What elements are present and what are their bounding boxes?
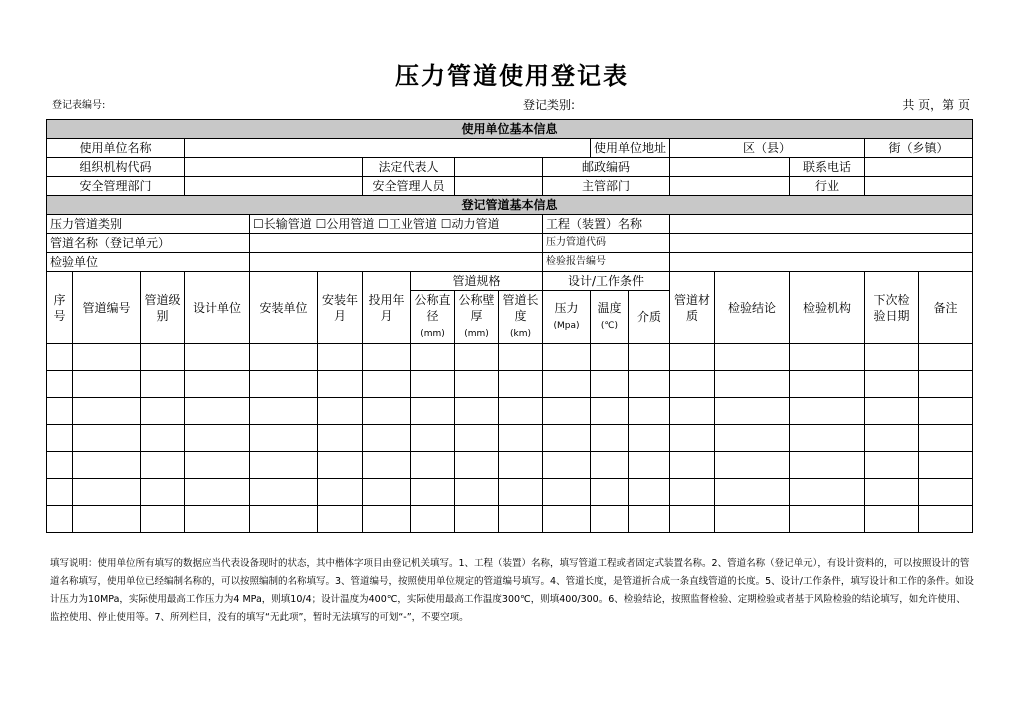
- table-cell[interactable]: [185, 398, 250, 425]
- section-pipe-info-title: 登记管道基本信息: [47, 196, 973, 215]
- table-cell[interactable]: [499, 506, 543, 533]
- table-cell[interactable]: [185, 479, 250, 506]
- table-cell[interactable]: [250, 425, 318, 452]
- table-cell[interactable]: [543, 398, 591, 425]
- col-pressure-unit: (Mpa): [553, 321, 580, 331]
- col-remark: 备注: [919, 272, 973, 344]
- section-user-info-title: 使用单位基本信息: [47, 120, 973, 139]
- legal-rep-field[interactable]: [455, 158, 543, 177]
- col-install-unit: 安装单位: [250, 272, 318, 344]
- table-cell[interactable]: [411, 479, 455, 506]
- table-cell[interactable]: [865, 371, 919, 398]
- table-cell[interactable]: [455, 344, 499, 371]
- table-cell[interactable]: [919, 371, 973, 398]
- col-diameter-label: 公称直径: [414, 293, 451, 323]
- table-cell[interactable]: [543, 506, 591, 533]
- safety-officer-label: 安全管理人员: [363, 177, 455, 196]
- table-cell[interactable]: [250, 371, 318, 398]
- table-cell[interactable]: [865, 398, 919, 425]
- table-cell[interactable]: [141, 425, 185, 452]
- table-cell[interactable]: [47, 506, 73, 533]
- table-cell[interactable]: [363, 452, 411, 479]
- table-cell[interactable]: [318, 344, 363, 371]
- org-code-field[interactable]: [185, 158, 363, 177]
- table-cell[interactable]: [629, 344, 670, 371]
- table-cell[interactable]: [455, 506, 499, 533]
- col-conclusion: 检验结论: [715, 272, 790, 344]
- col-material: 管道材质: [670, 272, 715, 344]
- user-name-label: 使用单位名称: [47, 139, 185, 158]
- table-cell[interactable]: [591, 371, 629, 398]
- legal-rep-label: 法定代表人: [363, 158, 455, 177]
- table-cell[interactable]: [670, 452, 715, 479]
- table-cell[interactable]: [47, 398, 73, 425]
- postcode-label: 邮政编码: [543, 158, 670, 177]
- table-cell[interactable]: [73, 344, 141, 371]
- data-rows: [47, 344, 973, 533]
- table-cell[interactable]: [47, 371, 73, 398]
- col-length-label: 管道长度: [502, 293, 539, 323]
- phone-field[interactable]: [865, 158, 973, 177]
- table-cell[interactable]: [141, 398, 185, 425]
- table-cell[interactable]: [185, 506, 250, 533]
- table-cell[interactable]: [185, 371, 250, 398]
- table-cell[interactable]: [73, 425, 141, 452]
- table-cell[interactable]: [250, 452, 318, 479]
- registration-no-label: 登记表编号:: [52, 100, 106, 111]
- table-cell[interactable]: [629, 398, 670, 425]
- page-info: 共 页，第 页: [902, 98, 970, 112]
- col-pressure: [543, 291, 591, 344]
- table-cell[interactable]: [318, 479, 363, 506]
- table-cell[interactable]: [411, 452, 455, 479]
- table-cell[interactable]: [47, 344, 73, 371]
- table-cell[interactable]: [670, 425, 715, 452]
- table-cell[interactable]: [543, 452, 591, 479]
- table-cell[interactable]: [919, 425, 973, 452]
- table-cell[interactable]: [543, 371, 591, 398]
- table-cell[interactable]: [715, 506, 790, 533]
- table-cell[interactable]: [73, 479, 141, 506]
- table-row: [47, 398, 973, 425]
- table-cell[interactable]: [865, 425, 919, 452]
- table-cell[interactable]: [47, 452, 73, 479]
- phone-label: 联系电话: [790, 158, 865, 177]
- table-cell[interactable]: [455, 452, 499, 479]
- pipe-category-options[interactable]: ☐长输管道 ☐公用管道 ☐工业管道 ☐动力管道: [250, 215, 543, 234]
- table-cell[interactable]: [250, 344, 318, 371]
- table-cell[interactable]: [499, 452, 543, 479]
- col-conditions: 设计/工作条件: [543, 272, 670, 291]
- col-install-date: 安装年月: [318, 272, 363, 344]
- table-cell[interactable]: [185, 425, 250, 452]
- table-cell[interactable]: [790, 425, 865, 452]
- table-cell[interactable]: [629, 425, 670, 452]
- table-cell[interactable]: [591, 398, 629, 425]
- district-label: 区（县）: [670, 139, 865, 158]
- safety-dept-label: 安全管理部门: [47, 177, 185, 196]
- col-use-date: 投用年月: [363, 272, 411, 344]
- user-name-field[interactable]: [185, 139, 591, 158]
- table-cell[interactable]: [363, 344, 411, 371]
- table-cell[interactable]: [73, 506, 141, 533]
- form-table: [46, 119, 973, 533]
- table-cell[interactable]: [919, 479, 973, 506]
- inspection-unit-field[interactable]: [250, 253, 543, 272]
- table-cell[interactable]: [670, 398, 715, 425]
- col-temperature: [591, 291, 629, 344]
- table-cell[interactable]: [455, 371, 499, 398]
- table-cell[interactable]: [250, 506, 318, 533]
- table-cell[interactable]: [47, 425, 73, 452]
- table-cell[interactable]: [411, 398, 455, 425]
- table-cell[interactable]: [715, 479, 790, 506]
- table-cell[interactable]: [185, 452, 250, 479]
- table-cell[interactable]: [363, 479, 411, 506]
- col-pressure-label: 压力: [554, 301, 579, 315]
- col-diameter: [411, 291, 455, 344]
- col-length: [499, 291, 543, 344]
- col-thickness-unit: (mm): [464, 329, 489, 339]
- col-pipe-no: 管道编号: [73, 272, 141, 344]
- col-seq: 序号: [47, 272, 73, 344]
- user-address-label: 使用单位地址: [591, 139, 670, 158]
- table-cell[interactable]: [715, 371, 790, 398]
- table-cell[interactable]: [715, 452, 790, 479]
- table-cell[interactable]: [363, 506, 411, 533]
- table-cell[interactable]: [670, 479, 715, 506]
- industry-field[interactable]: [865, 177, 973, 196]
- safety-officer-field[interactable]: [455, 177, 543, 196]
- table-cell[interactable]: [591, 425, 629, 452]
- street-label: 街（乡镇）: [865, 139, 973, 158]
- table-cell[interactable]: [455, 425, 499, 452]
- table-cell[interactable]: [790, 371, 865, 398]
- table-cell[interactable]: [455, 398, 499, 425]
- inspection-unit-label: 检验单位: [47, 253, 250, 272]
- table-cell[interactable]: [250, 398, 318, 425]
- table-cell[interactable]: [670, 371, 715, 398]
- table-row: [47, 371, 973, 398]
- col-design-unit: 设计单位: [185, 272, 250, 344]
- pipe-category-label: 压力管道类别: [47, 215, 250, 234]
- fill-instructions: 填写说明：使用单位所有填写的数据应当代表设备现时的状态，其中楷体字项目由登记机关填写。1、工程（装置）名称，填写管道工程或者固定式装置名称。2、管道名称（登记单元），有设计资料的，可以按照设计的管道名称填写，使用单位已经编制名称的，可以按照编制的名称填写。3、管道编号，按照使用单位规定的管道编号填写。4、管道长度，是管道折合成一条直线管道的长度。5、设计/工作条件，填写设计和工作的条件。如设计压力为10MPa，实际使用最高工作压力为4 MPa，则填10/4；设计温度为400℃，实际使用最高工作温度300℃，则填400/300。6、检验结论，按照监督检验、定期检验或者基于风险检验的结论填写，如允许使用、监控使用、停止使用等。7、所列栏目，没有的填写“无此项”，暂时无法填写的可划“-”，不要空项。: [50, 558, 974, 623]
- col-temperature-unit: (℃): [600, 321, 619, 331]
- col-agency: 检验机构: [790, 272, 865, 344]
- table-row: [47, 425, 973, 452]
- pipe-name-field[interactable]: [250, 234, 543, 253]
- table-cell[interactable]: [185, 344, 250, 371]
- table-cell[interactable]: [865, 452, 919, 479]
- table-cell[interactable]: [543, 425, 591, 452]
- table-cell[interactable]: [141, 452, 185, 479]
- table-cell[interactable]: [318, 425, 363, 452]
- col-next-date: 下次检验日期: [865, 272, 919, 344]
- table-cell[interactable]: [790, 344, 865, 371]
- table-cell[interactable]: [499, 479, 543, 506]
- table-cell[interactable]: [73, 452, 141, 479]
- safety-dept-field[interactable]: [185, 177, 363, 196]
- table-cell[interactable]: [318, 452, 363, 479]
- table-cell[interactable]: [318, 398, 363, 425]
- authority-label: 主管部门: [543, 177, 670, 196]
- table-cell[interactable]: [73, 398, 141, 425]
- table-cell[interactable]: [865, 479, 919, 506]
- org-code-label: 组织机构代码: [47, 158, 185, 177]
- table-cell[interactable]: [919, 452, 973, 479]
- authority-field[interactable]: [670, 177, 790, 196]
- table-row: [47, 344, 973, 371]
- table-cell[interactable]: [629, 452, 670, 479]
- table-cell[interactable]: [141, 506, 185, 533]
- table-cell[interactable]: [715, 398, 790, 425]
- table-cell[interactable]: [629, 371, 670, 398]
- table-cell[interactable]: [629, 479, 670, 506]
- table-cell[interactable]: [250, 479, 318, 506]
- report-no-label: 检验报告编号: [543, 253, 670, 272]
- table-cell[interactable]: [715, 425, 790, 452]
- table-cell[interactable]: [543, 344, 591, 371]
- col-temperature-label: 温度: [597, 301, 622, 315]
- table-cell[interactable]: [73, 371, 141, 398]
- pipe-code-field[interactable]: [670, 234, 973, 253]
- table-cell[interactable]: [591, 452, 629, 479]
- col-diameter-unit: (mm): [420, 329, 445, 339]
- table-cell[interactable]: [790, 398, 865, 425]
- table-cell[interactable]: [865, 344, 919, 371]
- col-medium: 介质: [629, 291, 670, 344]
- table-row: [47, 506, 973, 533]
- pipe-code-label: 压力管道代码: [543, 234, 670, 253]
- table-cell[interactable]: [141, 479, 185, 506]
- table-cell[interactable]: [790, 479, 865, 506]
- table-cell[interactable]: [499, 371, 543, 398]
- table-cell[interactable]: [919, 398, 973, 425]
- project-name-label: 工程（装置）名称: [543, 215, 670, 234]
- table-cell[interactable]: [499, 425, 543, 452]
- table-cell[interactable]: [411, 344, 455, 371]
- table-cell[interactable]: [455, 479, 499, 506]
- report-no-field[interactable]: [670, 253, 973, 272]
- project-name-field[interactable]: [670, 215, 973, 234]
- table-cell[interactable]: [363, 425, 411, 452]
- table-cell[interactable]: [865, 506, 919, 533]
- table-cell[interactable]: [47, 479, 73, 506]
- table-cell[interactable]: [591, 479, 629, 506]
- table-cell[interactable]: [591, 506, 629, 533]
- table-cell[interactable]: [919, 506, 973, 533]
- table-cell[interactable]: [363, 371, 411, 398]
- col-thickness: [455, 291, 499, 344]
- col-length-unit: (km): [509, 329, 531, 339]
- table-row: [47, 479, 973, 506]
- table-row: [47, 452, 973, 479]
- pipe-name-label: 管道名称（登记单元）: [47, 234, 250, 253]
- postcode-field[interactable]: [670, 158, 790, 177]
- table-cell[interactable]: [919, 344, 973, 371]
- table-cell[interactable]: [499, 398, 543, 425]
- table-cell[interactable]: [411, 371, 455, 398]
- table-cell[interactable]: [670, 344, 715, 371]
- table-cell[interactable]: [318, 506, 363, 533]
- table-cell[interactable]: [363, 398, 411, 425]
- table-cell[interactable]: [591, 344, 629, 371]
- table-cell[interactable]: [670, 506, 715, 533]
- table-cell[interactable]: [543, 479, 591, 506]
- col-thickness-label: 公称壁厚: [458, 293, 495, 323]
- col-pipe-grade: 管道级别: [141, 272, 185, 344]
- table-cell[interactable]: [790, 452, 865, 479]
- table-cell[interactable]: [411, 506, 455, 533]
- table-cell[interactable]: [499, 344, 543, 371]
- table-cell[interactable]: [141, 344, 185, 371]
- table-cell[interactable]: [141, 371, 185, 398]
- registration-type-label: 登记类别:: [523, 98, 576, 112]
- col-spec: 管道规格: [411, 272, 543, 291]
- table-cell[interactable]: [318, 371, 363, 398]
- table-cell[interactable]: [411, 425, 455, 452]
- table-cell[interactable]: [629, 506, 670, 533]
- table-cell[interactable]: [790, 506, 865, 533]
- table-cell[interactable]: [715, 344, 790, 371]
- registration-form: [46, 119, 971, 533]
- page-title: 压力管道使用登记表: [395, 61, 629, 90]
- industry-label: 行业: [790, 177, 865, 196]
